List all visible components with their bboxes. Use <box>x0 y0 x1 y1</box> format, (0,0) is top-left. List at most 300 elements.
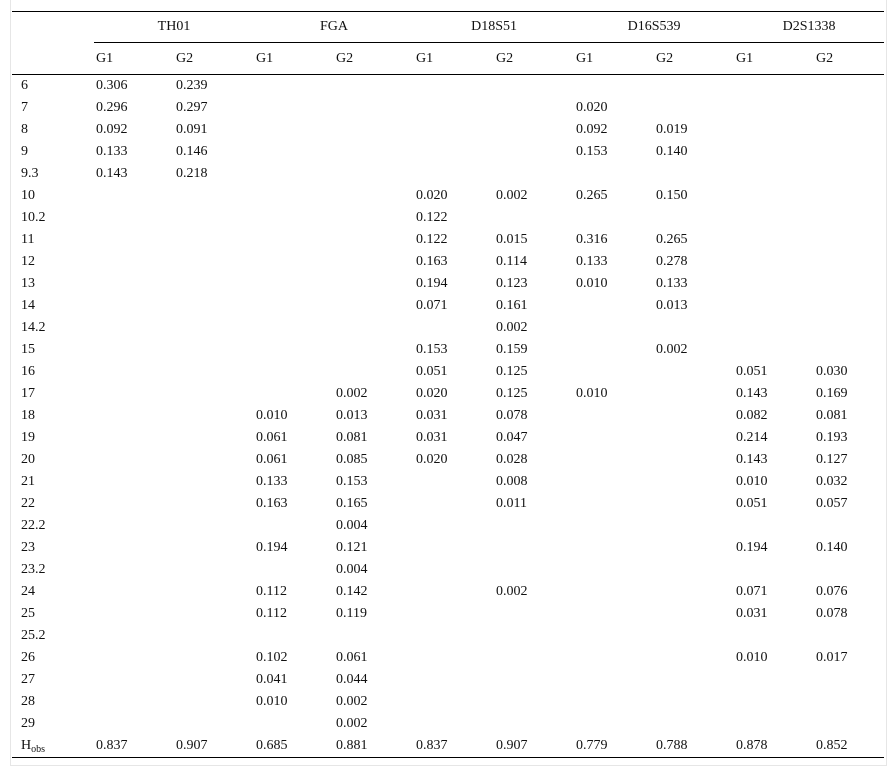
frequency-cell <box>174 603 254 625</box>
frequency-cell: 0.002 <box>336 694 368 709</box>
table-row <box>12 251 884 273</box>
frequency-cell <box>574 515 654 537</box>
frequency-cell <box>654 669 734 691</box>
frequency-cell: 0.061 <box>256 452 288 467</box>
frequency-cell: 0.010 <box>736 650 768 665</box>
frequency-cell <box>174 273 254 295</box>
frequency-cell <box>414 493 494 515</box>
frequency-cell <box>734 713 814 735</box>
frequency-cell: 0.004 <box>336 562 368 577</box>
allele-label: 22.2 <box>21 518 46 533</box>
frequency-cell <box>254 295 334 317</box>
frequency-cell <box>414 163 494 185</box>
frequency-cell <box>334 229 414 251</box>
frequency-cell <box>254 119 334 141</box>
frequency-cell: 0.044 <box>336 672 368 687</box>
frequency-cell: 0.133 <box>656 276 688 291</box>
frequency-cell <box>654 471 734 493</box>
frequency-cell: 0.102 <box>256 650 288 665</box>
frequency-cell <box>654 361 734 383</box>
frequency-cell: 0.265 <box>656 232 688 247</box>
table-row <box>12 493 884 515</box>
frequency-cell: 0.002 <box>656 342 688 357</box>
frequency-cell <box>814 185 884 207</box>
frequency-cell <box>174 713 254 735</box>
allele-label: 24 <box>21 584 35 599</box>
frequency-cell: 0.019 <box>656 122 688 137</box>
frequency-cell <box>174 229 254 251</box>
frequency-cell <box>414 625 494 647</box>
frequency-cell: 0.071 <box>416 298 448 313</box>
frequency-cell <box>574 295 654 317</box>
frequency-cell: 0.194 <box>416 276 448 291</box>
frequency-cell <box>654 383 734 405</box>
frequency-cell: 0.143 <box>96 166 128 181</box>
allele-label: 23.2 <box>21 562 46 577</box>
frequency-cell: 0.051 <box>736 364 768 379</box>
frequency-cell: 0.010 <box>736 474 768 489</box>
frequency-cell: 0.153 <box>576 144 608 159</box>
table-row <box>12 669 884 691</box>
frequency-cell <box>734 75 814 98</box>
marker-header: D2S1338 <box>734 12 884 43</box>
group-header: G2 <box>174 43 254 75</box>
frequency-cell <box>414 119 494 141</box>
frequency-cell <box>734 295 814 317</box>
group-header: G1 <box>254 43 334 75</box>
frequency-cell <box>334 295 414 317</box>
frequency-cell: 0.123 <box>496 276 528 291</box>
frequency-cell <box>654 449 734 471</box>
frequency-cell: 0.121 <box>336 540 368 555</box>
frequency-cell <box>734 229 814 251</box>
frequency-cell <box>814 251 884 273</box>
frequency-cell <box>94 361 174 383</box>
table-body <box>12 75 884 758</box>
frequency-cell <box>574 471 654 493</box>
marker-header: D16S539 <box>574 12 734 43</box>
frequency-cell: 0.017 <box>816 650 848 665</box>
frequency-cell <box>334 361 414 383</box>
frequency-cell <box>334 141 414 163</box>
table-row <box>12 471 884 493</box>
hobs-cell: 0.837 <box>414 735 494 758</box>
frequency-cell <box>814 75 884 98</box>
frequency-cell <box>734 559 814 581</box>
frequency-cell <box>494 207 574 229</box>
frequency-cell: 0.032 <box>816 474 848 489</box>
table-row <box>12 691 884 713</box>
frequency-cell <box>174 383 254 405</box>
frequency-cell: 0.031 <box>416 408 448 423</box>
frequency-cell <box>414 647 494 669</box>
frequency-cell: 0.122 <box>416 210 448 225</box>
table-row <box>12 647 884 669</box>
frequency-cell <box>814 295 884 317</box>
allele-label: 18 <box>21 408 35 423</box>
frequency-cell <box>414 97 494 119</box>
table-row <box>12 273 884 295</box>
frequency-cell <box>94 559 174 581</box>
frequency-cell: 0.316 <box>576 232 608 247</box>
frequency-cell <box>654 625 734 647</box>
frequency-cell: 0.004 <box>336 518 368 533</box>
allele-label: 23 <box>21 540 35 555</box>
frequency-cell <box>94 603 174 625</box>
table-row <box>12 185 884 207</box>
frequency-cell: 0.161 <box>496 298 528 313</box>
frequency-cell <box>574 207 654 229</box>
frequency-cell <box>254 339 334 361</box>
frequency-cell <box>174 647 254 669</box>
allele-label: 26 <box>21 650 35 665</box>
frequency-cell <box>174 317 254 339</box>
group-header-row <box>12 43 884 75</box>
marker-header: D18S51 <box>414 12 574 43</box>
frequency-cell: 0.041 <box>256 672 288 687</box>
group-header: G2 <box>334 43 414 75</box>
frequency-cell <box>654 163 734 185</box>
allele-label: 20 <box>21 452 35 467</box>
frequency-cell <box>94 427 174 449</box>
allele-label: 7 <box>21 100 28 115</box>
hobs-row <box>12 735 884 758</box>
frequency-cell: 0.159 <box>496 342 528 357</box>
frequency-cell: 0.051 <box>416 364 448 379</box>
frequency-cell <box>94 251 174 273</box>
allele-label: 27 <box>21 672 35 687</box>
table-row <box>12 537 884 559</box>
frequency-cell <box>174 207 254 229</box>
frequency-cell <box>254 625 334 647</box>
hobs-cell: 0.685 <box>254 735 334 758</box>
marker-header: FGA <box>254 12 414 43</box>
frequency-cell <box>654 713 734 735</box>
frequency-cell: 0.143 <box>736 386 768 401</box>
table-row <box>12 449 884 471</box>
frequency-cell: 0.002 <box>496 584 528 599</box>
frequency-cell: 0.306 <box>96 78 128 93</box>
frequency-cell: 0.218 <box>176 166 208 181</box>
frequency-cell <box>414 471 494 493</box>
frequency-cell: 0.010 <box>576 386 608 401</box>
frequency-cell: 0.146 <box>176 144 208 159</box>
frequency-cell <box>494 669 574 691</box>
frequency-cell <box>814 163 884 185</box>
frequency-cell: 0.114 <box>496 254 528 269</box>
frequency-cell <box>574 361 654 383</box>
frequency-cell <box>734 515 814 537</box>
allele-label: 14.2 <box>21 320 46 335</box>
corner-cell <box>12 12 94 43</box>
frequency-cell <box>94 515 174 537</box>
frequency-cell <box>574 691 654 713</box>
frequency-cell <box>814 207 884 229</box>
frequency-cell <box>94 647 174 669</box>
table-row <box>12 581 884 603</box>
frequency-cell <box>574 427 654 449</box>
frequency-cell: 0.020 <box>416 452 448 467</box>
allele-label: 17 <box>21 386 35 401</box>
frequency-cell: 0.082 <box>736 408 768 423</box>
frequency-cell <box>414 603 494 625</box>
frequency-cell <box>174 559 254 581</box>
table-row <box>12 515 884 537</box>
frequency-cell <box>94 405 174 427</box>
frequency-cell <box>494 515 574 537</box>
table-row <box>12 603 884 625</box>
frequency-cell: 0.031 <box>416 430 448 445</box>
frequency-cell <box>574 559 654 581</box>
frequency-cell <box>654 427 734 449</box>
frequency-cell: 0.092 <box>96 122 128 137</box>
frequency-cell <box>654 493 734 515</box>
frequency-cell: 0.297 <box>176 100 208 115</box>
frequency-cell: 0.030 <box>816 364 848 379</box>
frequency-cell <box>734 163 814 185</box>
allele-label: 9.3 <box>21 166 39 181</box>
frequency-cell <box>814 119 884 141</box>
allele-label: 25 <box>21 606 35 621</box>
allele-label: 22 <box>21 496 35 511</box>
frequency-cell <box>334 97 414 119</box>
frequency-cell <box>814 97 884 119</box>
frequency-cell <box>734 339 814 361</box>
frequency-cell <box>814 691 884 713</box>
frequency-cell <box>174 493 254 515</box>
frequency-cell: 0.010 <box>256 694 288 709</box>
frequency-cell: 0.140 <box>816 540 848 555</box>
frequency-cell <box>574 537 654 559</box>
frequency-cell: 0.013 <box>656 298 688 313</box>
frequency-cell: 0.002 <box>336 716 368 731</box>
frequency-cell: 0.028 <box>496 452 528 467</box>
frequency-cell: 0.076 <box>816 584 848 599</box>
hobs-label-main: H <box>21 737 32 753</box>
hobs-cell: 0.837 <box>94 735 174 758</box>
frequency-cell <box>254 207 334 229</box>
frequency-cell <box>414 713 494 735</box>
group-header: G2 <box>814 43 884 75</box>
frequency-cell <box>254 361 334 383</box>
frequency-cell <box>254 559 334 581</box>
table-row <box>12 405 884 427</box>
frequency-cell <box>814 273 884 295</box>
frequency-cell <box>94 493 174 515</box>
frequency-cell: 0.169 <box>816 386 848 401</box>
frequency-cell <box>334 625 414 647</box>
frequency-cell <box>494 713 574 735</box>
frequency-cell: 0.214 <box>736 430 768 445</box>
frequency-cell: 0.163 <box>256 496 288 511</box>
marker-header: TH01 <box>94 12 254 43</box>
frequency-cell: 0.020 <box>416 188 448 203</box>
table-row <box>12 207 884 229</box>
frequency-cell <box>254 317 334 339</box>
hobs-cell: 0.881 <box>334 735 414 758</box>
frequency-cell <box>494 691 574 713</box>
frequency-cell <box>174 361 254 383</box>
allele-label: 12 <box>21 254 35 269</box>
frequency-cell: 0.119 <box>336 606 367 621</box>
allele-frequency-table <box>12 11 884 758</box>
frequency-cell <box>414 515 494 537</box>
frequency-cell <box>174 185 254 207</box>
frequency-cell <box>494 97 574 119</box>
frequency-cell <box>254 185 334 207</box>
frequency-cell <box>334 273 414 295</box>
frequency-cell <box>734 185 814 207</box>
allele-label: 10 <box>21 188 35 203</box>
group-header: G1 <box>94 43 174 75</box>
frequency-cell <box>254 141 334 163</box>
frequency-cell: 0.143 <box>736 452 768 467</box>
allele-label: 11 <box>21 232 35 247</box>
frequency-cell <box>654 691 734 713</box>
frequency-cell <box>94 691 174 713</box>
frequency-cell <box>414 141 494 163</box>
table-row <box>12 141 884 163</box>
group-header: G1 <box>574 43 654 75</box>
frequency-cell: 0.133 <box>576 254 608 269</box>
frequency-cell <box>414 559 494 581</box>
group-header: G2 <box>654 43 734 75</box>
frequency-cell <box>334 163 414 185</box>
frequency-cell: 0.002 <box>496 188 528 203</box>
frequency-cell <box>654 515 734 537</box>
allele-label: 21 <box>21 474 35 489</box>
frequency-cell: 0.051 <box>736 496 768 511</box>
frequency-cell <box>174 625 254 647</box>
frequency-cell <box>174 537 254 559</box>
frequency-cell <box>814 625 884 647</box>
frequency-cell: 0.125 <box>496 364 528 379</box>
frequency-cell <box>254 229 334 251</box>
frequency-cell: 0.092 <box>576 122 608 137</box>
frequency-cell <box>574 317 654 339</box>
frequency-cell: 0.153 <box>416 342 448 357</box>
frequency-cell <box>254 75 334 98</box>
frequency-cell: 0.057 <box>816 496 848 511</box>
frequency-cell <box>254 383 334 405</box>
hobs-cell: 0.852 <box>814 735 884 758</box>
corner-cell <box>12 43 94 75</box>
frequency-cell <box>574 625 654 647</box>
table-row <box>12 163 884 185</box>
frequency-cell <box>94 581 174 603</box>
allele-label: 6 <box>21 78 28 93</box>
frequency-cell: 0.112 <box>256 584 287 599</box>
frequency-cell: 0.081 <box>336 430 368 445</box>
frequency-cell: 0.085 <box>336 452 368 467</box>
frequency-cell <box>174 339 254 361</box>
frequency-cell <box>654 75 734 98</box>
allele-label: 25.2 <box>21 628 46 643</box>
frequency-cell <box>814 141 884 163</box>
frequency-cell: 0.122 <box>416 232 448 247</box>
frequency-cell <box>734 625 814 647</box>
frequency-cell: 0.150 <box>656 188 688 203</box>
frequency-cell <box>254 251 334 273</box>
frequency-cell <box>734 251 814 273</box>
frequency-cell <box>574 669 654 691</box>
frequency-cell <box>94 713 174 735</box>
frequency-cell: 0.127 <box>816 452 848 467</box>
frequency-cell <box>174 251 254 273</box>
frequency-cell <box>494 163 574 185</box>
hobs-cell: 0.788 <box>654 735 734 758</box>
frequency-cell <box>494 537 574 559</box>
frequency-cell <box>814 559 884 581</box>
frequency-cell: 0.015 <box>496 232 528 247</box>
frequency-cell <box>414 691 494 713</box>
frequency-cell: 0.140 <box>656 144 688 159</box>
group-header: G1 <box>414 43 494 75</box>
frequency-cell <box>94 383 174 405</box>
frequency-cell <box>574 713 654 735</box>
frequency-cell <box>94 185 174 207</box>
frequency-cell <box>334 207 414 229</box>
frequency-cell <box>94 295 174 317</box>
frequency-cell: 0.133 <box>256 474 288 489</box>
group-header: G1 <box>734 43 814 75</box>
allele-label: 9 <box>21 144 28 159</box>
allele-label: 15 <box>21 342 35 357</box>
frequency-cell <box>334 119 414 141</box>
frequency-cell <box>574 581 654 603</box>
frequency-cell: 0.081 <box>816 408 848 423</box>
table-row <box>12 559 884 581</box>
table-row <box>12 427 884 449</box>
allele-label: 8 <box>21 122 28 137</box>
frequency-cell: 0.239 <box>176 78 208 93</box>
frequency-cell <box>174 515 254 537</box>
frequency-cell: 0.125 <box>496 386 528 401</box>
frequency-cell <box>654 647 734 669</box>
frequency-cell <box>94 625 174 647</box>
frequency-cell: 0.071 <box>736 584 768 599</box>
table-row <box>12 75 884 98</box>
frequency-cell <box>334 251 414 273</box>
frequency-cell: 0.194 <box>736 540 768 555</box>
frequency-cell: 0.078 <box>496 408 528 423</box>
frequency-cell <box>574 75 654 98</box>
frequency-cell <box>654 581 734 603</box>
frequency-cell <box>254 713 334 735</box>
frequency-cell <box>414 537 494 559</box>
table-row <box>12 119 884 141</box>
frequency-cell <box>174 471 254 493</box>
frequency-cell <box>174 581 254 603</box>
table-row <box>12 229 884 251</box>
frequency-cell <box>174 691 254 713</box>
frequency-cell <box>174 295 254 317</box>
table-row <box>12 625 884 647</box>
allele-label: 14 <box>21 298 35 313</box>
table-row <box>12 317 884 339</box>
hobs-label <box>12 735 94 758</box>
frequency-cell <box>494 119 574 141</box>
frequency-cell <box>574 449 654 471</box>
frequency-cell: 0.008 <box>496 474 528 489</box>
table-row <box>12 361 884 383</box>
frequency-cell: 0.142 <box>336 584 368 599</box>
frequency-cell <box>334 185 414 207</box>
frequency-cell: 0.193 <box>816 430 848 445</box>
frequency-cell <box>334 339 414 361</box>
frequency-cell: 0.296 <box>96 100 128 115</box>
frequency-cell: 0.010 <box>256 408 288 423</box>
